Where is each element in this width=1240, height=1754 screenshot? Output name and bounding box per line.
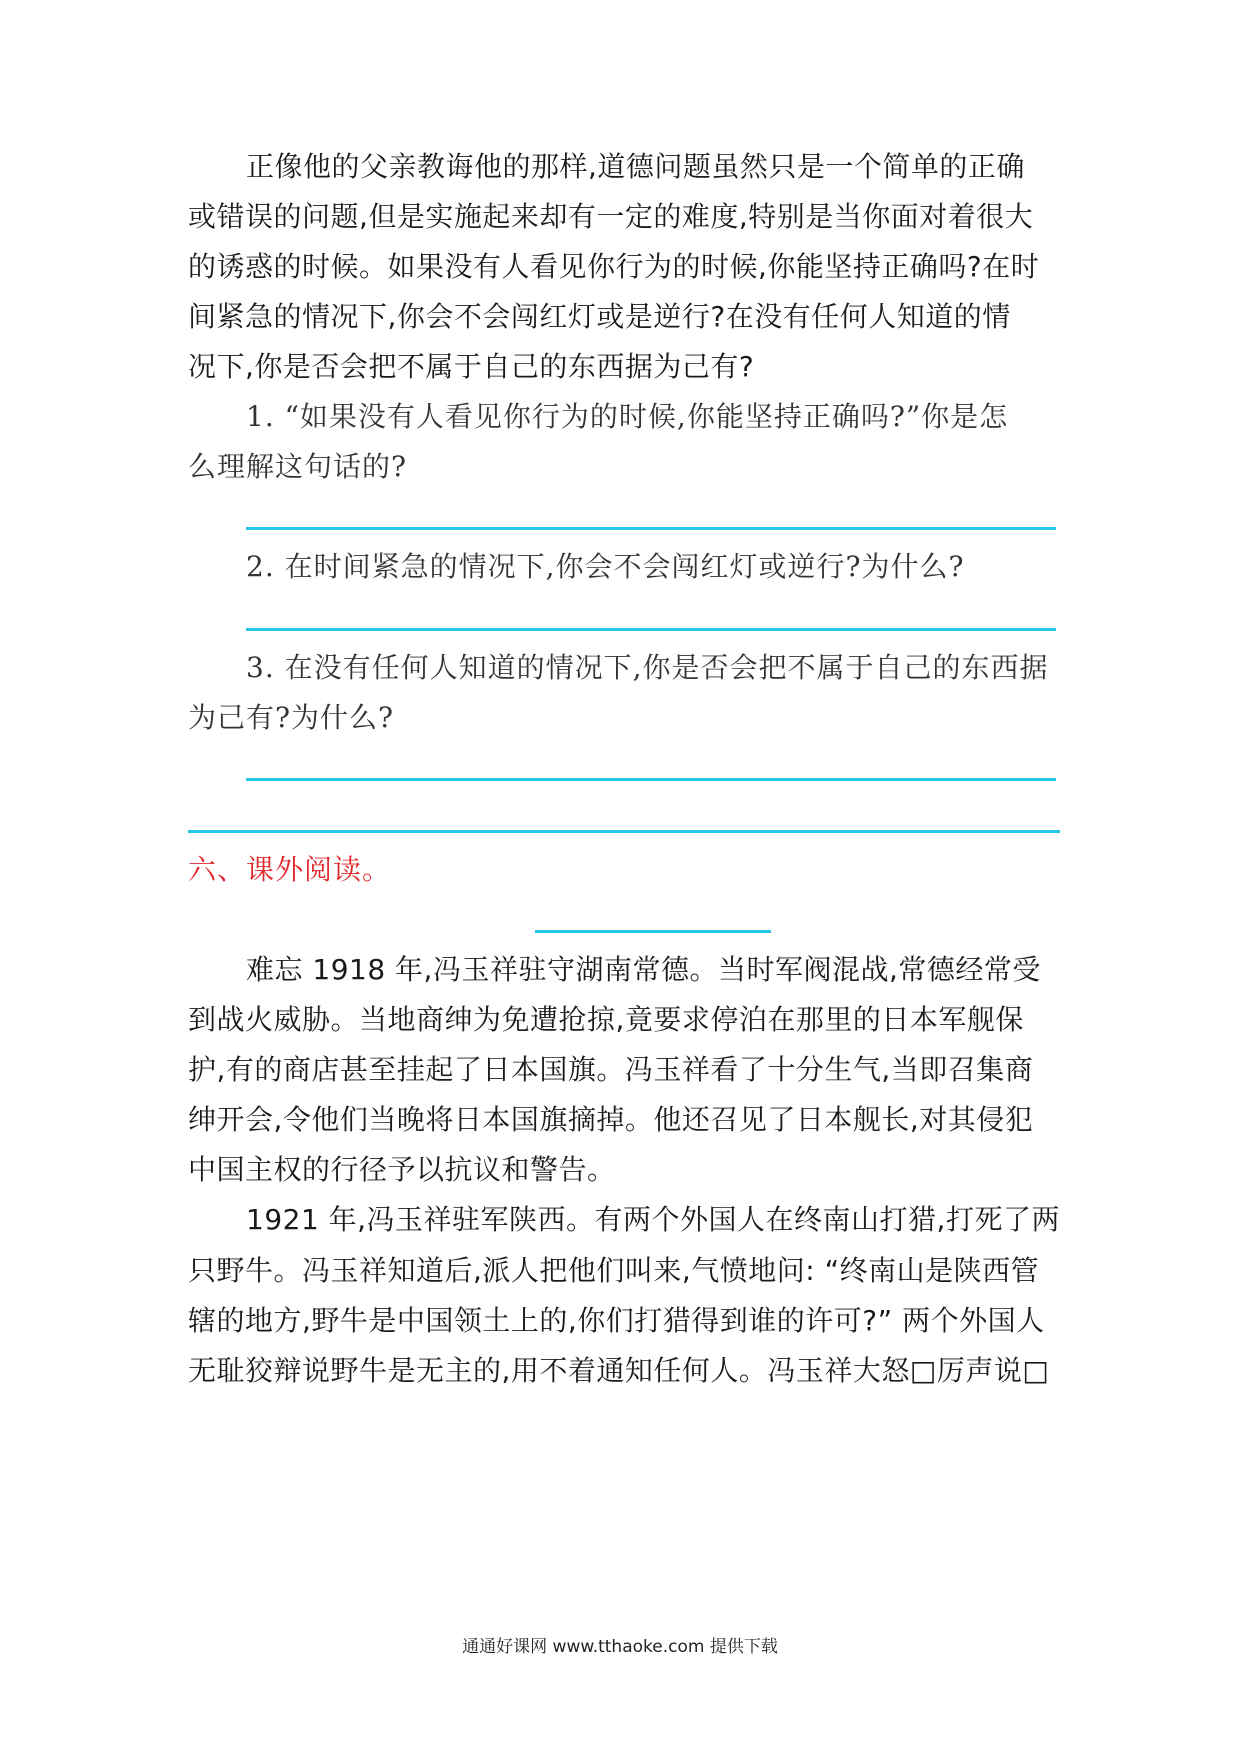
reading-line: 无耻狡辩说野牛是无主的,用不着通知任何人。冯玉祥大怒□厉声说□: [188, 1354, 1050, 1387]
question-text: 么理解这句话的?: [188, 450, 408, 483]
passage-line: 间紧急的情况下,你会不会闯红灯或是逆行?在没有任何人知道的情: [188, 300, 1011, 333]
passage-line: 的诱惑的时候。如果没有人看见你行为的时候,你能坚持正确吗?在时: [188, 250, 1040, 283]
question-text: 2. 在时间紧急的情况下,你会不会闯红灯或逆行?为什么?: [246, 550, 965, 583]
reading-line: 辖的地方,野牛是中国领土上的,你们打猎得到谁的许可?” 两个外国人: [188, 1304, 1045, 1337]
reading-line: 中国主权的行径予以抗议和警告。: [188, 1153, 616, 1186]
answer-line-q3-1[interactable]: [246, 778, 1056, 781]
question-text: 3. 在没有任何人知道的情况下,你是否会把不属于自己的东西据: [246, 651, 1049, 684]
passage-line: 正像他的父亲教诲他的那样,道德问题虽然只是一个简单的正确: [246, 150, 1025, 183]
reading-line: 护,有的商店甚至挂起了日本国旗。冯玉祥看了十分生气,当即召集商: [188, 1053, 1034, 1086]
section-heading: 六、课外阅读。: [188, 853, 392, 886]
reading-line: 难忘 1918 年,冯玉祥驻守湖南常德。当时军阀混战,常德经常受: [246, 953, 1041, 986]
question-text: 1. “如果没有人看见你行为的时候,你能坚持正确吗?”你是怎: [246, 400, 1009, 433]
answer-line-q2[interactable]: [246, 628, 1056, 631]
reading-line: 绅开会,令他们当晚将日本国旗摘掉。他还召见了日本舰长,对其侵犯: [188, 1103, 1034, 1136]
question-text: 为己有?为什么?: [188, 701, 395, 734]
footer-credit: 通通好课网 www.tthaoke.com 提供下载: [462, 1637, 778, 1657]
reading-line: 只野牛。冯玉祥知道后,派人把他们叫来,气愤地问: “终南山是陕西管: [188, 1254, 1040, 1287]
reading-line: 到战火威胁。当地商绅为免遭抢掠,竟要求停泊在那里的日本军舰保: [188, 1003, 1024, 1036]
passage-line: 或错误的问题,但是实施起来却有一定的难度,特别是当你面对着很大: [188, 200, 1034, 233]
answer-line-q3-2[interactable]: [188, 830, 1060, 833]
title-blank-line[interactable]: [535, 930, 771, 933]
passage-line: 况下,你是否会把不属于自己的东西据为己有?: [188, 350, 755, 383]
reading-line: 1921 年,冯玉祥驻军陕西。有两个外国人在终南山打猎,打死了两: [246, 1203, 1060, 1236]
answer-line-q1[interactable]: [246, 527, 1056, 530]
